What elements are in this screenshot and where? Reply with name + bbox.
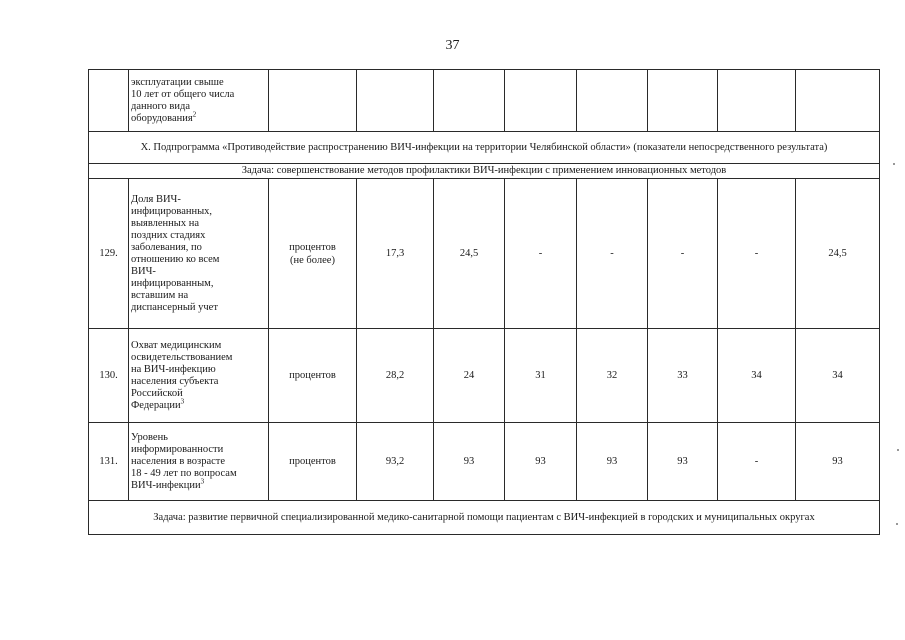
value-cell: - (718, 179, 796, 329)
value-cell: 32 (577, 329, 648, 423)
value-cell: 34 (796, 329, 880, 423)
value-cell (577, 70, 648, 132)
scan-speck (893, 163, 895, 165)
value-cell: 17,3 (357, 179, 434, 329)
value-cell: 24,5 (796, 179, 880, 329)
value-cell: - (718, 423, 796, 501)
unit-cell: процентов (не более) (269, 179, 357, 329)
page-number: 37 (445, 38, 460, 53)
task-heading: Задача: совершенствование методов профилактики ВИЧ-инфекции с применением инновационных методов (89, 164, 880, 179)
unit-cell: процентов (269, 329, 357, 423)
value-cell: 33 (648, 329, 718, 423)
value-cell: 93 (434, 423, 505, 501)
row-number-cell: 131. (89, 423, 129, 501)
value-cell: 93 (577, 423, 648, 501)
value-cell: - (648, 179, 718, 329)
value-cell (505, 70, 577, 132)
value-cell (357, 70, 434, 132)
indicator-name-cell: Уровень информированности населения в возрасте 18 - 49 лет по вопросам ВИЧ-инфекции$^3$ (129, 423, 269, 501)
value-cell: 24 (434, 329, 505, 423)
section-row (89, 132, 880, 164)
indicators-table (88, 69, 880, 535)
value-cell (648, 70, 718, 132)
table-row (89, 423, 880, 501)
indicator-name-cell: Охват медицинским освидетельствованием на ВИЧ-инфекцию населения субъекта Российской Федерации$^3$ (129, 329, 269, 423)
value-cell: - (505, 179, 577, 329)
value-cell: 28,2 (357, 329, 434, 423)
indicator-name-cell: Доля ВИЧ- инфицированных, выявленных на поздних стадиях заболевания, по отношению ко всем ВИЧ- инфицированным, вставшим на диспансерный учет (129, 179, 269, 329)
value-cell (434, 70, 505, 132)
value-cell: - (577, 179, 648, 329)
table-row-continued (89, 70, 880, 132)
row-number-cell: 129. (89, 179, 129, 329)
value-cell: 31 (505, 329, 577, 423)
value-cell: 93,2 (357, 423, 434, 501)
section-heading: X. Подпрограмма «Противодействие распространению ВИЧ-инфекции на территории Челябинской области» (показатели непосредственного результата) (89, 132, 880, 164)
unit-cell (269, 70, 357, 132)
table-row (89, 179, 880, 329)
value-cell: 93 (796, 423, 880, 501)
value-cell: 34 (718, 329, 796, 423)
task-heading: Задача: развитие первичной специализированной медико-санитарной помощи пациентам с ВИЧ-инфекцией в городских и муниципальных округах (89, 501, 880, 535)
row-number-cell: 130. (89, 329, 129, 423)
scan-speck (896, 523, 898, 525)
unit-cell: процентов (269, 423, 357, 501)
value-cell: 24,5 (434, 179, 505, 329)
task-row (89, 501, 880, 535)
row-number-cell (89, 70, 129, 132)
value-cell: 93 (505, 423, 577, 501)
table-row (89, 329, 880, 423)
value-cell (796, 70, 880, 132)
value-cell (718, 70, 796, 132)
task-row (89, 164, 880, 179)
scan-speck (897, 449, 899, 451)
indicator-name-cell: эксплуатации свыше 10 лет от общего числа данного вида оборудования$^2$ (129, 70, 269, 132)
value-cell: 93 (648, 423, 718, 501)
